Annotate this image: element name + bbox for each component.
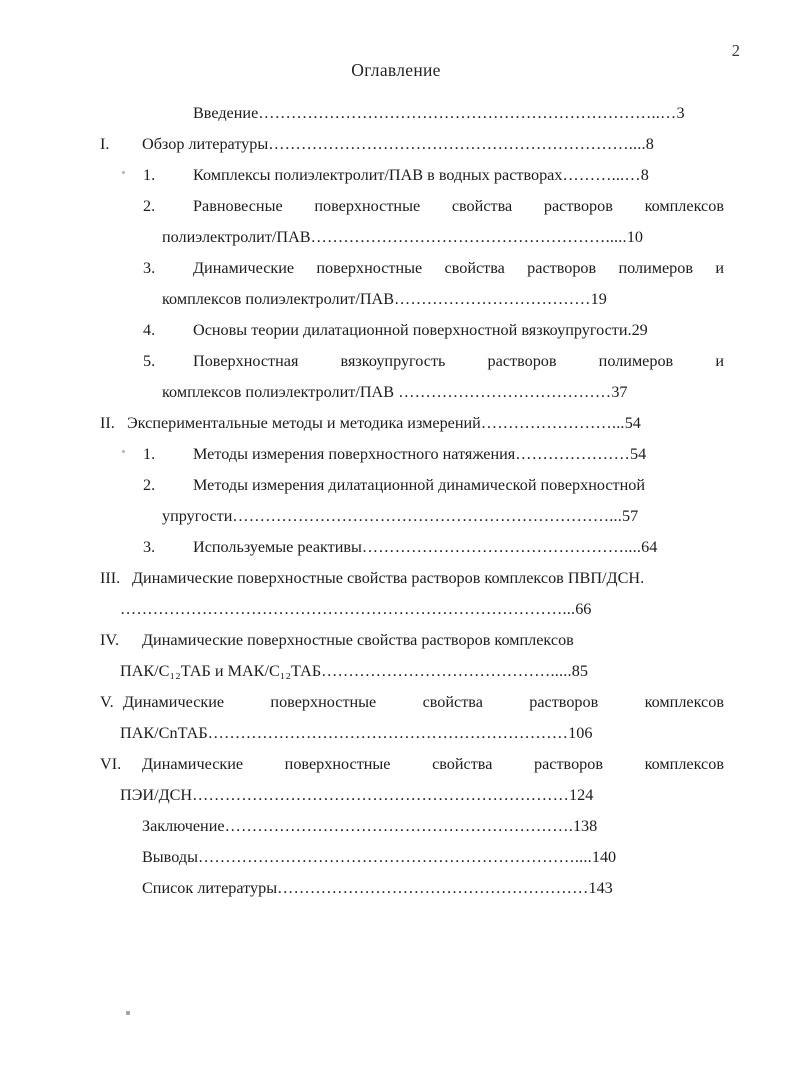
toc-marker-roman: IV.: [100, 631, 120, 649]
page-title: Оглавление: [351, 60, 441, 80]
toc-entry-bibliography[interactable]: [100, 873, 724, 904]
toc-entry-text: ПАК/С₁₂ТАБ и МАК/С₁₂ТАБ…………………………………….....85: [120, 662, 588, 680]
toc-entry-section-1-4[interactable]: [100, 315, 724, 346]
toc-entry-text: Комплексы полиэлектролит/ПАВ в водных растворах………...…8: [193, 166, 649, 184]
toc-entry-introduction[interactable]: [100, 98, 724, 129]
toc-entry-text: ПАК/СnТАБ…………………………………………………………106: [120, 724, 593, 742]
toc-marker-number: 3.: [143, 538, 156, 556]
toc-entry-chapter-3-line1[interactable]: [100, 563, 724, 594]
toc-marker-roman: VI.: [100, 755, 122, 773]
toc-entry-chapter-6-line1[interactable]: [100, 749, 724, 780]
toc-entry-chapter-4-line1[interactable]: [100, 625, 724, 656]
toc-entry-section-1-1[interactable]: [100, 160, 724, 191]
toc-entry-section-2-3[interactable]: [100, 532, 724, 563]
scan-artifact: [126, 1011, 130, 1015]
toc-marker-roman: I.: [100, 135, 110, 153]
toc-entry-chapter-1[interactable]: [100, 129, 724, 160]
page-number: 2: [731, 41, 740, 60]
toc-entry-text: Заключение……………………………………………………….138: [142, 817, 598, 835]
toc-entry-text-justified: Поверхностная вязкоупругость растворов полимеров и: [193, 352, 724, 370]
toc-entry-text: ………………………………………………………………………...66: [120, 600, 592, 618]
toc-marker-number: 1.: [143, 445, 156, 463]
toc-entry-chapter-5-line1[interactable]: [100, 687, 724, 718]
toc-entry-chapter-2[interactable]: [100, 408, 724, 439]
toc-entry-text: ПЭИ/ДСН……………………………………………………………124: [120, 786, 594, 804]
toc-entry-text: Выводы……………………………………………………………....140: [142, 848, 617, 866]
toc-entry-text-justified: Динамические поверхностные свойства растворов комплексов: [123, 693, 724, 711]
toc-entry-section-1-3-line2[interactable]: [100, 284, 724, 315]
toc-entry-section-1-2-line1[interactable]: [100, 191, 724, 222]
toc-entry-section-2-2-line2[interactable]: [100, 501, 724, 532]
toc-marker-roman: II.: [100, 414, 115, 432]
toc-marker-number: 2.: [143, 197, 156, 215]
toc-marker-number: 5.: [143, 352, 156, 370]
toc-entry-conclusion[interactable]: [100, 811, 724, 842]
toc-entry-section-2-1[interactable]: [100, 439, 724, 470]
toc-entry-text: упругости……………………………………………………………...57: [162, 507, 639, 525]
toc-entry-text: Используемые реактивы…………………………………………....64: [193, 538, 658, 556]
toc-marker-number: 1.: [143, 166, 156, 184]
toc-entry-text: полиэлектролит/ПАВ……………………………………………….....10: [162, 228, 643, 246]
toc-entry-text-justified: Равновесные поверхностные свойства растворов комплексов: [193, 197, 724, 215]
toc-entry-chapter-6-line2[interactable]: [100, 780, 724, 811]
toc-entry-section-1-2-line2[interactable]: [100, 222, 724, 253]
toc-entry-text: Динамические поверхностные свойства растворов комплексов ПВП/ДСН.: [132, 569, 645, 587]
toc-marker-number: 2.: [143, 476, 156, 494]
toc-entry-text: Обзор литературы…………………………………………………………....8: [142, 135, 654, 153]
toc-entry-text: Список литературы…………………………………………………143: [142, 879, 613, 897]
toc-entry-section-1-3-line1[interactable]: [100, 253, 724, 284]
toc-entry-text: Введение………………………………………………………………..…3: [193, 104, 685, 122]
toc-entry-section-1-5-line2[interactable]: [100, 377, 724, 408]
table-of-contents: [100, 98, 724, 904]
toc-entry-text-justified: Динамические поверхностные свойства растворов полимеров и: [193, 259, 724, 277]
toc-entry-text: Основы теории дилатационной поверхностной вязкоупругости.29: [193, 321, 648, 339]
toc-marker-roman: III.: [100, 569, 121, 587]
toc-marker-roman: V.: [100, 693, 114, 711]
toc-marker-number: 4.: [143, 321, 156, 339]
toc-entry-text-justified: Методы измерения дилатационной динамической поверхностной: [193, 476, 646, 494]
toc-entry-chapter-3-line2[interactable]: [100, 594, 724, 625]
toc-entry-findings[interactable]: [100, 842, 724, 873]
toc-entry-section-2-2-line1[interactable]: [100, 470, 724, 501]
toc-entry-chapter-5-line2[interactable]: [100, 718, 724, 749]
scan-speck: [122, 171, 125, 174]
toc-entry-text-justified: Динамические поверхностные свойства растворов комплексов: [142, 755, 724, 773]
toc-entry-text: комплексов полиэлектролит/ПАВ …………………………………37: [162, 383, 628, 401]
toc-entry-section-1-5-line1[interactable]: [100, 346, 724, 377]
toc-entry-text: Динамические поверхностные свойства растворов комплексов: [142, 631, 574, 649]
toc-entry-text: Методы измерения поверхностного натяжения…………………54: [193, 445, 647, 463]
scan-speck: [122, 450, 125, 453]
toc-marker-number: 3.: [143, 259, 156, 277]
toc-entry-chapter-4-line2[interactable]: [100, 656, 724, 687]
toc-entry-text: Экспериментальные методы и методика измерений……………………...54: [127, 414, 641, 432]
toc-entry-text: комплексов полиэлектролит/ПАВ………………………………19: [162, 290, 607, 308]
